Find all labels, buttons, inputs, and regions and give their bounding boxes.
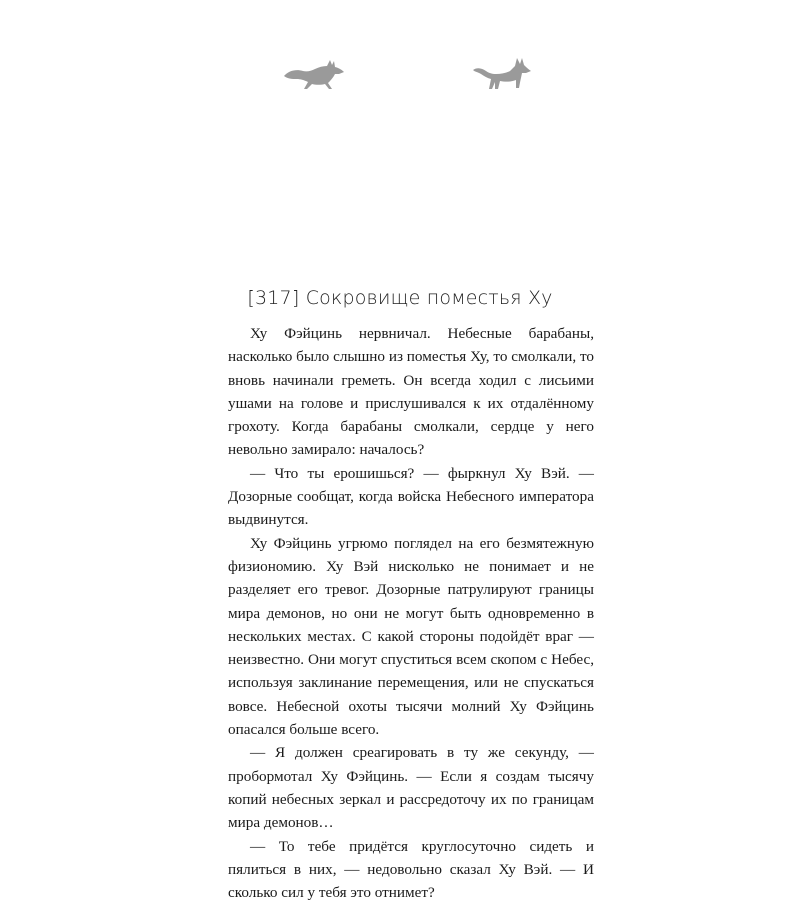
chapter-title: [317] Сокровище поместья Ху (247, 287, 553, 309)
fox-standing-icon (471, 54, 533, 92)
paragraph: — Я должен среагировать в ту же секунду, — пробормотал Ху Фэйцинь. — Если я создам тысячу копий небесных зеркал и рассредоточу их по границам мира демонов… (228, 744, 594, 832)
body-text (228, 322, 594, 904)
fox-running-icon (283, 54, 345, 92)
paragraph: Ху Фэйцинь нервничал. Небесные барабаны, насколько было слышно из поместья Ху, то смолкали, то вновь начинали греметь. Он всегда ходил с лисьими ушами на голове и прислушивался к их отдалённому грохоту. Когда барабаны смолкали, сердце у него невольно замирало: началось? (228, 325, 594, 459)
paragraph: — Что ты ерошишься? — фыркнул Ху Вэй. — Дозорные сообщат, когда войска Небесного императора выдвинутся. (228, 464, 594, 529)
paragraph: — То тебе придётся круглосуточно сидеть и пялиться в них, — недовольно сказал Ху Вэй. — И сколько сил у тебя это отнимет? (228, 837, 594, 902)
paragraph: Ху Фэйцинь угрюмо поглядел на его безмятежную физиономию. Ху Вэй нисколько не понимает и не разделяет его тревог. Дозорные патрулируют границы мира демонов, но они не могут быть одновременно в нескольких местах. С какой стороны подойдёт враг — неизвестно. Они могут спуститься всем скопом с Небес, используя заклинание перемещения, или не спускаться вовсе. Небесной охоты тысячи молний Ху Фэйцинь опасался больше всего. (228, 534, 594, 739)
